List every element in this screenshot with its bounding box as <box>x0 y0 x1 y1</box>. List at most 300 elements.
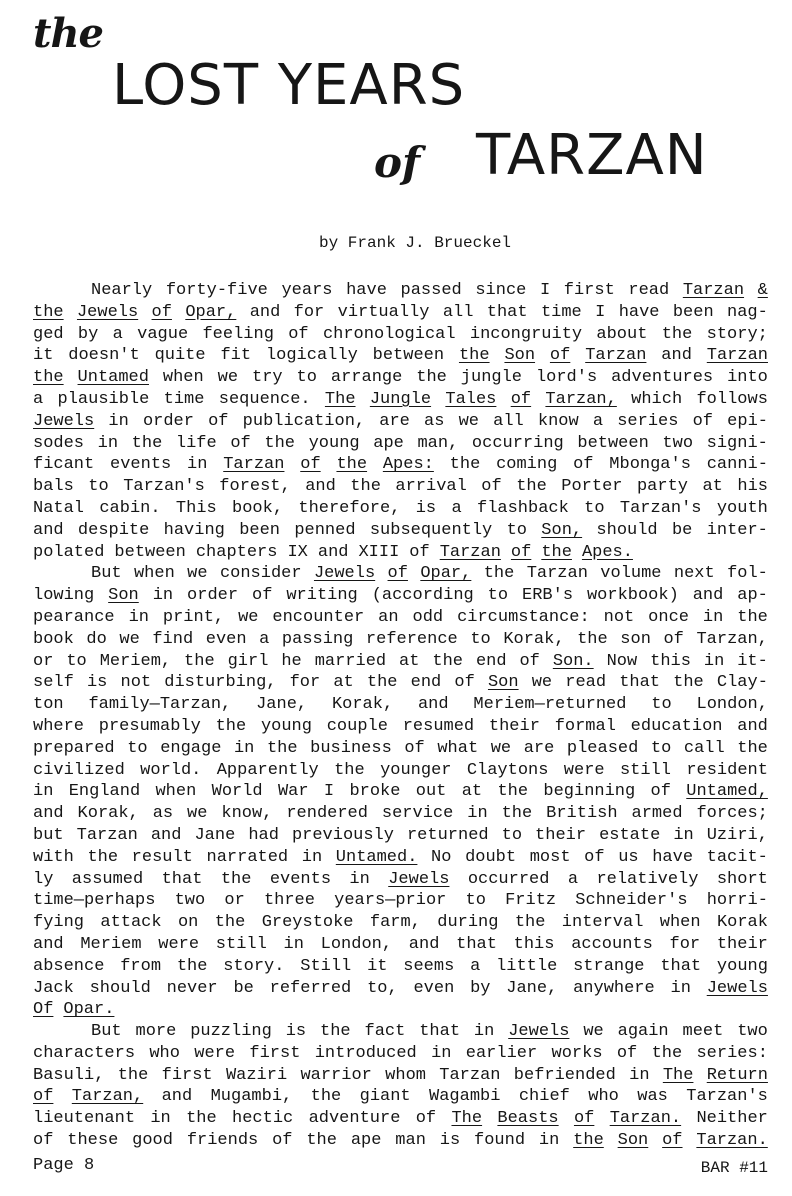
word: Wagambi <box>429 1087 501 1107</box>
underlined-title-word: of <box>33 1087 54 1107</box>
word: Jane, <box>506 978 558 998</box>
word: and <box>249 302 281 322</box>
word: were <box>158 934 200 954</box>
word: Uziri, <box>706 825 768 845</box>
underlined-title-word: Tales <box>445 389 497 409</box>
underlined-title-word: The <box>451 1109 483 1129</box>
underlined-title-word: Untamed <box>77 368 149 388</box>
word: end <box>475 651 507 671</box>
word: sodes <box>33 433 85 453</box>
word: penned <box>294 520 356 540</box>
word: that <box>486 302 528 322</box>
word: girl <box>227 651 269 671</box>
word: Natal <box>33 498 85 518</box>
word: Meriem—returned <box>473 695 627 715</box>
text-line <box>33 520 768 542</box>
word: a <box>451 498 462 518</box>
word: in <box>97 433 119 453</box>
word: but <box>33 825 64 845</box>
text-line <box>33 629 768 651</box>
word: coming <box>496 455 558 475</box>
underlined-title-word: Of <box>33 1000 54 1020</box>
word: previously <box>291 825 394 845</box>
word: Tarzan's <box>686 1087 768 1107</box>
word: the <box>306 1131 337 1151</box>
word: the <box>334 760 365 780</box>
word: are <box>379 411 410 431</box>
word: of <box>481 477 502 497</box>
word: that <box>660 956 702 976</box>
word: by <box>470 978 491 998</box>
word: rendered <box>286 804 368 824</box>
word: have <box>618 302 660 322</box>
word: their <box>488 716 540 736</box>
word: follows <box>696 389 768 409</box>
word: his <box>737 477 768 497</box>
word: subsequently <box>369 520 493 540</box>
word: the <box>501 804 533 824</box>
word: in <box>473 1022 495 1042</box>
word: I <box>595 302 606 322</box>
word: us <box>618 847 639 867</box>
word: presumably <box>98 716 201 736</box>
word: order <box>142 411 194 431</box>
underlined-title-word: Jewels <box>508 1022 570 1042</box>
word: jungle <box>460 368 523 388</box>
word: anywhere <box>573 978 655 998</box>
word: do <box>86 629 107 649</box>
word: Claytons <box>466 760 549 780</box>
word: Waziri <box>225 1065 288 1085</box>
word: characters <box>33 1043 136 1063</box>
underlined-title-word: Apes: <box>382 455 434 475</box>
word: beginning <box>543 782 636 802</box>
underlined-title-word: The <box>662 1065 694 1085</box>
word: Jack <box>33 978 74 998</box>
word: who <box>588 1087 619 1107</box>
word: to <box>470 629 491 649</box>
word: polated <box>33 542 105 562</box>
word: passing <box>281 629 354 649</box>
word: chapters <box>195 542 278 562</box>
word: young <box>716 956 768 976</box>
word: it- <box>737 651 768 671</box>
word: disturbing, <box>164 673 277 693</box>
word: we <box>583 1022 604 1042</box>
word: found <box>474 1131 526 1151</box>
underlined-title-word: Tarzan <box>223 455 285 475</box>
word: armed <box>631 804 683 824</box>
word: quite <box>154 346 206 366</box>
underlined-title-word: Opar, <box>420 564 472 584</box>
word: pleased <box>566 738 639 758</box>
word: man <box>395 1131 426 1151</box>
word: of <box>650 782 671 802</box>
word: of <box>33 1131 54 1151</box>
word: incongruity <box>469 324 583 344</box>
word: in <box>629 1065 650 1085</box>
word: Jane <box>194 825 236 845</box>
text-line <box>33 1021 768 1043</box>
word: between <box>577 433 649 453</box>
underlined-title-word: the <box>33 368 64 388</box>
text-line <box>33 672 768 694</box>
word: in <box>349 869 370 889</box>
word: fit <box>220 346 252 366</box>
word: canni- <box>706 455 768 475</box>
word: Tarzan's <box>123 477 205 497</box>
word: occurred <box>467 869 550 889</box>
word: chief <box>518 1087 570 1107</box>
word: referred <box>269 978 352 998</box>
text-line <box>33 476 768 498</box>
word: events <box>269 869 332 889</box>
word: fol- <box>727 564 768 584</box>
word: is <box>415 498 437 518</box>
word: But <box>91 564 122 584</box>
word: feeling <box>202 324 274 344</box>
word: Korak, <box>331 695 394 715</box>
word: England <box>68 782 141 802</box>
word: Now <box>606 651 638 671</box>
word: Schneider's <box>575 891 688 911</box>
word: that <box>419 1022 461 1042</box>
word: forest, <box>219 477 291 497</box>
word: life <box>175 433 217 453</box>
word: Nearly <box>91 281 153 300</box>
word: try <box>252 368 283 388</box>
word: education <box>630 716 723 736</box>
word: introduced <box>314 1043 417 1063</box>
word: all <box>493 411 524 431</box>
underlined-title-word: the <box>573 1131 604 1151</box>
text-line <box>33 694 768 716</box>
word: pearance <box>33 607 115 627</box>
word: works <box>551 1043 603 1063</box>
word: ape <box>350 1131 382 1151</box>
word: broke <box>349 782 401 802</box>
word: of <box>252 586 273 606</box>
underlined-title-word: Tarzan <box>706 346 768 366</box>
word: the <box>87 847 119 867</box>
word: ap- <box>737 586 768 606</box>
word: book, <box>232 498 284 518</box>
text-line <box>33 803 768 825</box>
word: Korak, <box>503 629 565 649</box>
word: of <box>519 651 540 671</box>
word: War <box>277 782 309 802</box>
word: print, <box>162 607 225 627</box>
word: having <box>163 520 225 540</box>
word: vague <box>137 324 189 344</box>
word: know, <box>221 804 273 824</box>
text-line <box>33 760 768 782</box>
word: circumstance: <box>457 607 590 627</box>
underlined-title-word: Tarzan, <box>545 389 617 409</box>
word: story; <box>706 324 768 344</box>
word: the <box>737 607 768 627</box>
text-line <box>33 1065 768 1087</box>
word: when <box>155 782 197 802</box>
word: assumed <box>71 869 144 889</box>
word: the <box>673 673 704 693</box>
issue-number: BAR #11 <box>700 1159 768 1177</box>
underlined-title-word: Tarzan. <box>609 1109 682 1129</box>
underlined-title-word: of <box>300 455 321 475</box>
word: passed <box>400 281 462 300</box>
word: tacit- <box>706 847 768 867</box>
word: This <box>175 498 217 518</box>
word: Mugambi, <box>210 1087 293 1107</box>
word: of <box>415 1109 437 1129</box>
word: befriended <box>513 1065 616 1085</box>
word: time <box>163 389 205 409</box>
word: a <box>112 324 123 344</box>
word: by <box>77 324 99 344</box>
word: the <box>432 651 463 671</box>
word: and <box>408 934 440 954</box>
underlined-title-word: of <box>151 302 172 322</box>
word: arrange <box>330 368 403 388</box>
word: when <box>133 564 175 584</box>
word: we <box>187 564 208 584</box>
word: world. <box>140 760 202 780</box>
word: the <box>266 738 298 758</box>
underlined-title-word: Tarzan. <box>696 1131 768 1151</box>
text-line <box>33 890 768 912</box>
word: returned <box>406 825 489 845</box>
word: into <box>727 368 768 388</box>
word: the <box>514 913 546 933</box>
word: of <box>692 411 714 431</box>
word: be <box>233 978 254 998</box>
word: man, <box>417 433 459 453</box>
word: in <box>33 782 54 802</box>
word: the <box>416 368 447 388</box>
word: to <box>127 738 148 758</box>
word: to, <box>367 978 398 998</box>
word: Greystoke <box>261 913 354 933</box>
word: married <box>314 651 387 671</box>
word: was <box>637 1087 668 1107</box>
word: at <box>399 651 420 671</box>
word: to <box>66 651 87 671</box>
word: younger <box>380 760 452 780</box>
word: still <box>215 934 267 954</box>
word: years—prior <box>334 891 447 911</box>
word: and <box>737 716 768 736</box>
word: two <box>662 433 694 453</box>
underlined-title-word: the <box>541 542 572 562</box>
word: which <box>631 389 683 409</box>
text-line <box>33 651 768 673</box>
underlined-title-word: Jungle <box>369 389 432 409</box>
word: result <box>131 847 193 867</box>
word: two <box>174 891 206 911</box>
word: first <box>161 1065 213 1085</box>
word: to <box>88 477 109 497</box>
word: relatively <box>596 869 699 889</box>
word: Apparently <box>216 760 319 780</box>
word: from <box>120 956 162 976</box>
word: the <box>366 673 398 693</box>
word: Korak <box>716 913 768 933</box>
word: for <box>293 302 325 322</box>
word: at <box>461 782 483 802</box>
word: have <box>346 281 387 300</box>
word: nag- <box>727 302 768 322</box>
word: the <box>176 956 208 976</box>
word: the <box>516 477 547 497</box>
word: or <box>33 651 54 671</box>
word: a <box>259 629 270 649</box>
word: young <box>308 433 360 453</box>
underlined-title-word: Untamed. <box>335 847 418 867</box>
word: resident <box>686 760 768 780</box>
word: forces; <box>696 804 768 824</box>
text-line <box>33 978 768 1000</box>
word: doubt <box>465 847 517 867</box>
word: the <box>214 913 246 933</box>
word: of <box>573 455 594 475</box>
word: during <box>437 913 499 933</box>
word: all <box>442 302 474 322</box>
word: for <box>669 934 701 954</box>
word: the <box>184 651 215 671</box>
word: their <box>535 825 587 845</box>
word: arrival <box>395 477 467 497</box>
word: we <box>238 607 259 627</box>
word: in <box>187 455 208 475</box>
word: who <box>149 1043 180 1063</box>
word: ficant <box>33 455 95 475</box>
word: when <box>659 913 701 933</box>
word: consider <box>219 564 302 584</box>
word: time <box>540 302 582 322</box>
word: Tarzan <box>76 825 138 845</box>
word: three <box>263 891 315 911</box>
word: accounts <box>571 934 653 954</box>
word: were <box>194 1043 236 1063</box>
word: narrated <box>206 847 289 867</box>
underlined-title-word: of <box>510 542 532 562</box>
word: are <box>523 738 555 758</box>
word: find <box>152 629 194 649</box>
word: out <box>415 782 447 802</box>
word: call <box>683 738 725 758</box>
word: engage <box>160 738 222 758</box>
word: whom <box>385 1065 426 1085</box>
text-line <box>33 280 768 302</box>
word: events <box>110 455 172 475</box>
text-line <box>33 999 768 1021</box>
word: should <box>596 520 658 540</box>
word: the <box>320 1022 351 1042</box>
text-line <box>33 1043 768 1065</box>
word: volume <box>600 564 662 584</box>
text-line <box>33 956 768 978</box>
word: Basuli, <box>33 1065 105 1085</box>
word: read <box>628 281 670 300</box>
word: of <box>288 324 309 344</box>
word: in <box>703 651 725 671</box>
word: of <box>272 1131 293 1151</box>
text-line <box>33 542 768 564</box>
word: XIII <box>358 542 400 562</box>
word: to <box>501 825 523 845</box>
text-line <box>33 454 768 476</box>
underlined-title-word: Son <box>108 586 139 606</box>
word: it <box>33 346 54 366</box>
text-line <box>33 389 768 411</box>
word: the <box>449 455 481 475</box>
word: puzzling <box>190 1022 272 1042</box>
word: But <box>91 1022 122 1042</box>
text-line <box>33 367 768 389</box>
word: Korak, <box>77 804 139 824</box>
word: is <box>86 673 108 693</box>
word: know <box>537 411 579 431</box>
word: a <box>470 956 481 976</box>
word: we <box>490 738 512 758</box>
word: I <box>323 782 335 802</box>
word: to <box>296 368 317 388</box>
underlined-title-word: Return <box>706 1065 768 1085</box>
word: and <box>150 825 182 845</box>
word: Neither <box>696 1109 768 1129</box>
word: of <box>208 411 229 431</box>
underlined-title-word: Opar, <box>185 302 237 322</box>
word: this <box>650 651 691 671</box>
underlined-title-word: Jewels <box>33 411 95 431</box>
word: we <box>458 411 479 431</box>
word: horri- <box>706 891 768 911</box>
word: what <box>437 738 479 758</box>
text-line <box>33 1086 768 1108</box>
word: the <box>117 1065 149 1085</box>
word: ged <box>33 324 64 344</box>
text-line <box>33 607 768 629</box>
word: between <box>114 542 186 562</box>
word: in <box>108 411 129 431</box>
word: were <box>563 760 605 780</box>
text-line <box>33 1130 768 1152</box>
word: lowing <box>33 586 95 606</box>
word: World <box>211 782 263 802</box>
word: and <box>317 542 349 562</box>
word: of <box>230 433 251 453</box>
underlined-title-word: the <box>458 346 490 366</box>
word: and <box>33 804 64 824</box>
word: odd <box>412 607 444 627</box>
word: the <box>651 1043 683 1063</box>
word: time—perhaps <box>33 891 156 911</box>
word: an <box>378 607 399 627</box>
word: the <box>497 782 529 802</box>
word: strange <box>573 956 645 976</box>
word: the <box>661 324 693 344</box>
word: or <box>224 891 245 911</box>
underlined-title-word: Apes. <box>581 542 633 562</box>
word: that <box>456 934 497 954</box>
word: we <box>531 673 553 693</box>
word: formal <box>554 716 616 736</box>
word: Tarzan, <box>696 629 768 649</box>
word: between <box>372 346 445 366</box>
underlined-title-word: Jewels <box>76 302 139 322</box>
word: flashback <box>477 498 569 518</box>
word: book <box>33 629 74 649</box>
